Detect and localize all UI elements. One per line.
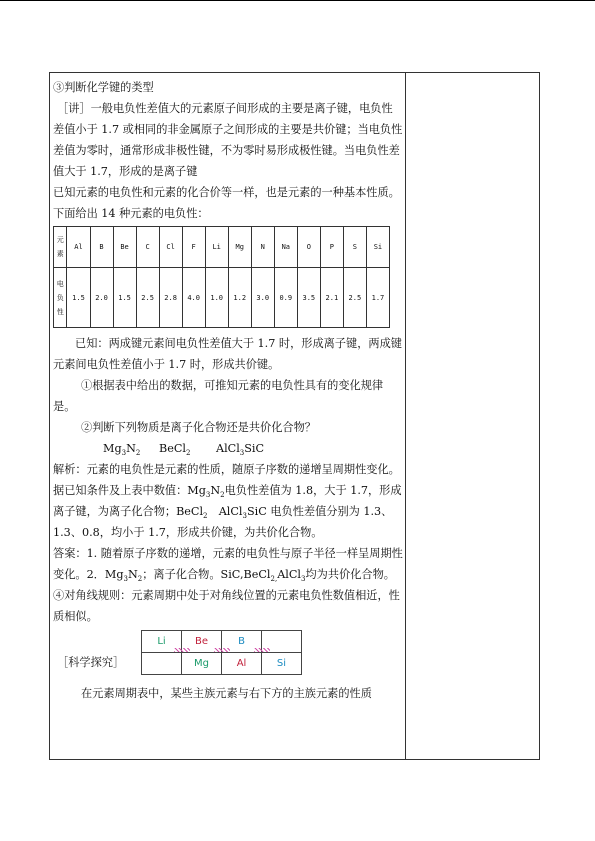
table-row: [54, 227, 390, 268]
element-cell: Be: [113, 227, 136, 268]
last-line: 在元素周期表中，某些主族元素与右下方的主族元素的性质: [81, 687, 372, 700]
value-cell: 2.0: [90, 268, 113, 328]
diagram-cell-b: B: [222, 631, 262, 653]
diagram-cell-mg: Mg: [182, 653, 222, 675]
diagonal-hatch-mark: [214, 648, 230, 652]
row-label-element: 元 素: [54, 227, 67, 268]
element-cell: F: [182, 227, 205, 268]
analysis-paragraph: 解析：元素的电负性是元素的性质，随原子序数的递增呈周期性变化。据已知条件及上表中数值：$Mg_3N_2$电负性差值为 1.8，大于 1.7，形成离子键，为离子化合物；BeCl$_2$ AlCl$_3$SiC 电负性差值分别为 1.3、1.3、0.8，均小于 1.7，形成共价键，为共价化合物。: [53, 463, 402, 539]
element-cell: Na: [274, 227, 297, 268]
element-cell: Si: [366, 227, 389, 268]
element-cell: O: [297, 227, 320, 268]
element-cell: Mg: [228, 227, 251, 268]
element-cell: Al: [67, 227, 90, 268]
element-cell: Li: [205, 227, 228, 268]
value-cell: 3.5: [297, 268, 320, 328]
diagonal-diagram: [141, 630, 302, 675]
value-cell: 2.1: [320, 268, 343, 328]
element-cell: N: [251, 227, 274, 268]
main-column: [53, 77, 403, 704]
diagram-cell-empty: [142, 653, 182, 675]
element-cell: S: [343, 227, 366, 268]
value-cell: 1.5: [113, 268, 136, 328]
formula-mg3n2: $Mg_3N_2$: [103, 442, 141, 458]
element-cell: B: [90, 227, 113, 268]
electronegativity-table: [53, 226, 390, 328]
element-cell: C: [136, 227, 159, 268]
question-1: ①根据表中给出的数据，可推知元素的电负性具有的变化规律是。: [53, 379, 384, 413]
top-rule: [0, 0, 595, 1]
row-label-value: 电 负 性: [54, 268, 67, 328]
formula-becl2: BeCl$_2$: [159, 442, 191, 458]
section-title: ③判断化学键的类型: [53, 81, 154, 94]
diagonal-rule-paragraph: ④对角线规则：元素周期中处于对角线位置的元素电负性数值相近，性质相似。: [53, 589, 400, 623]
answer-paragraph: 答案：1. 随着原子序数的递增，元素的电负性与原子半径一样呈周期性变化。2．$Mg_3N_2$；离子化合物。SiC,BeCl$_{2,}$AlCl$_3$均为共价化合物。: [53, 547, 403, 584]
diagram-row: [142, 653, 302, 675]
value-cell: 2.8: [159, 268, 182, 328]
formula-list: [53, 438, 403, 459]
value-cell: 1.0: [205, 268, 228, 328]
value-cell: 1.7: [366, 268, 389, 328]
diagonal-hatch-mark: [254, 648, 270, 652]
column-divider: [405, 73, 406, 759]
diagram-cell-al: Al: [222, 653, 262, 675]
value-cell: 2.5: [343, 268, 366, 328]
value-cell: 0.9: [274, 268, 297, 328]
intro-paragraph: 已知元素的电负性和元素的化合价等一样，也是元素的一种基本性质。下面给出 14 种元素的电负性：: [53, 186, 400, 220]
value-cell: 1.5: [67, 268, 90, 328]
formula-alcl3-sic: AlCl$_3$SiC: [216, 442, 265, 458]
known-paragraph: 已知：两成键元素间电负性差值大于 1.7 时，形成离子键，两成键元素间电负性差值小于 1.7 时，形成共价键。: [53, 337, 402, 371]
diagram-cell-si: Si: [262, 653, 302, 675]
value-cell: 1.2: [228, 268, 251, 328]
diagonal-hatch-mark: [174, 648, 190, 652]
value-cell: 4.0: [182, 268, 205, 328]
inquiry-label: ［科学探究］: [57, 656, 125, 669]
element-cell: Cl: [159, 227, 182, 268]
diagram-cell-li: Li: [142, 631, 182, 653]
value-cell: 3.0: [251, 268, 274, 328]
content-frame: [49, 72, 540, 760]
value-cell: 2.5: [136, 268, 159, 328]
table-row: [54, 268, 390, 328]
question-2: ②判断下列物质是离子化合物还是共价化合物？: [81, 421, 316, 434]
diagram-cell-be: Be: [182, 631, 222, 653]
element-cell: P: [320, 227, 343, 268]
lecture-paragraph: ［讲］一般电负性差值大的元素原子间形成的主要是离子键，电负性差值小于 1.7 或相同的非金属原子之间形成的主要是共价键；当电负性差值为零时，通常形成非极性键，不为零时易形成极性键。当电负性差值大于 1.7，形成的是离子键: [53, 102, 403, 178]
diagonal-diagram-row: [53, 630, 403, 683]
